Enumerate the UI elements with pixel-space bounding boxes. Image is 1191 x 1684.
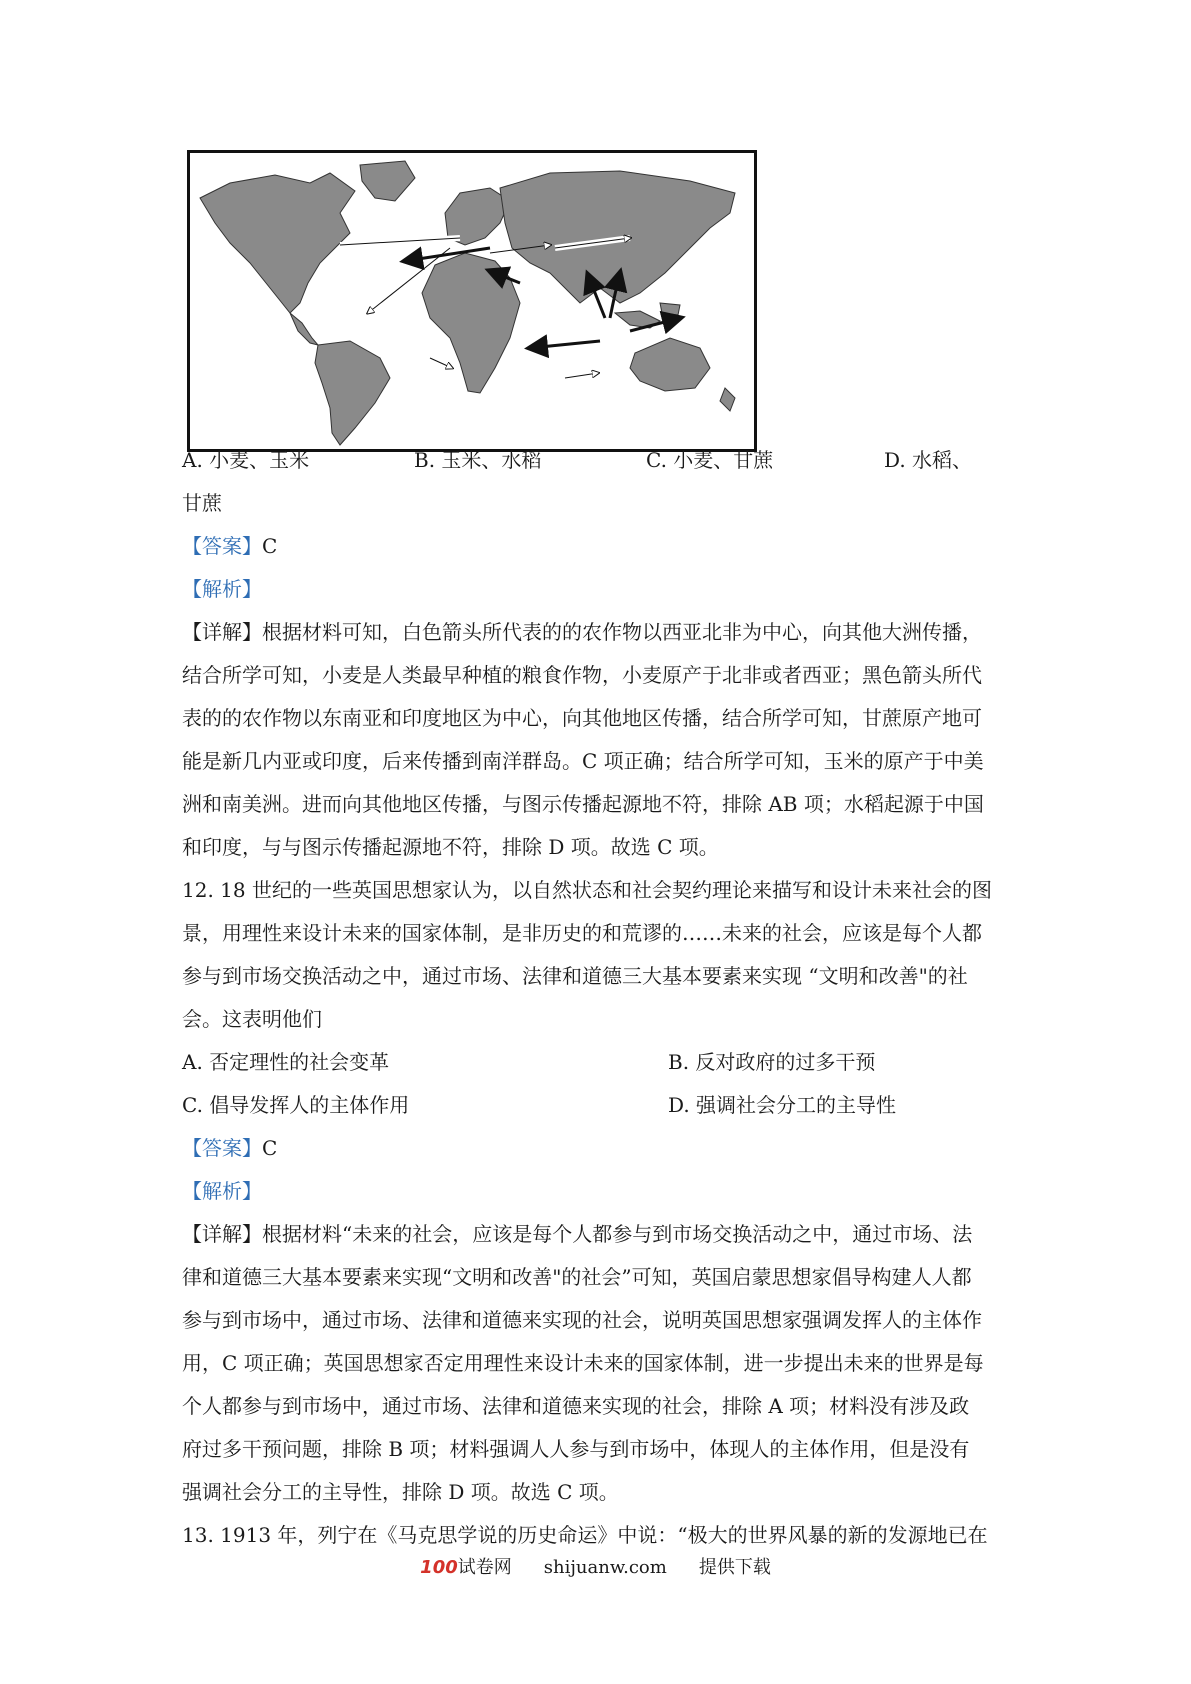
q11-detail-line: 能是新几内亚或印度，后来传播到南洋群岛。C 项正确；结合所学可知，玉米的原产于中美 [182,749,984,773]
q11-option-a: A. 小麦、玉米 [182,448,310,472]
q11-detail-line: 结合所学可知，小麦是人类最早种植的粮食作物，小麦原产于北非或者西亚；黑色箭头所代 [182,663,982,687]
q12-detail-line: 强调社会分工的主导性，排除 D 项。故选 C 项。 [182,1480,619,1504]
q12-answer-line [182,1127,277,1170]
q12-option-a: A. 否定理性的社会变革 [182,1050,390,1074]
site-name: 试卷网 [457,1557,512,1578]
answer-tag: 【答案】 [182,1136,262,1160]
q12-option-b: B. 反对政府的过多干预 [668,1050,876,1074]
q12-stem-line: 会。这表明他们 [182,1007,322,1031]
answer-tag: 【答案】 [182,534,262,558]
download-text: 提供下载 [698,1557,771,1578]
q12-stem-line: 12. 18 世纪的一些英国思想家认为，以自然状态和社会契约理论来描写和设计未来社会的图 [182,878,992,902]
q12-answer-value: C [262,1136,278,1160]
q12-detail-line: 参与到市场中，通过市场、法律和道德来实现的社会，说明英国思想家强调发挥人的主体作 [182,1308,982,1332]
q12-detail-line: 律和道德三大基本要素来实现“文明和改善"的社会”可知，英国启蒙思想家倡导构建人人都 [182,1265,972,1289]
q11-option-b: B. 玉米、水稻 [414,448,542,472]
q12-option-d: D. 强调社会分工的主导性 [668,1093,897,1117]
q12-stem-line: 参与到市场交换活动之中，通过市场、法律和道德三大基本要素来实现 “文明和改善"的社 [182,964,968,988]
q11-detail-line: 洲和南美洲。进而向其他地区传播，与图示传播起源地不符，排除 AB 项；水稻起源于中国 [182,792,984,816]
q12-option-c: C. 倡导发挥人的主体作用 [182,1093,410,1117]
q11-detail-line: 表的的农作物以东南亚和印度地区为中心，向其他地区传播，结合所学可知，甘蔗原产地可 [182,706,982,730]
q11-detail-line: 【详解】根据材料可知，白色箭头所代表的的农作物以西亚北非为中心，向其他大洲传播， [182,620,982,644]
q11-answer-line [182,525,277,568]
page-footer [0,1553,1191,1583]
site-logo: 100 [420,1557,458,1578]
q11-option-d: D. 水稻、 [884,448,973,472]
q11-analysis-tag: 【解析】 [182,577,262,601]
q11-option-c: C. 小麦、甘蔗 [646,448,774,472]
q13-stem-line: 13. 1913 年，列宁在《马克思学说的历史命运》中说：“极大的世界风暴的新的发源地已在 [182,1523,988,1547]
crop-spread-world-map [187,150,757,452]
site-url-link[interactable]: shijuanw.com [543,1557,667,1578]
q12-detail-line: 府过多干预问题，排除 B 项；材料强调人人参与到市场中，体现人的主体作用，但是没有 [182,1437,970,1461]
q12-detail-line: 个人都参与到市场中，通过市场、法律和道德来实现的社会，排除 A 项；材料没有涉及政 [182,1394,970,1418]
q12-analysis-tag: 【解析】 [182,1179,262,1203]
world-map-figure [190,153,754,449]
q12-detail-line: 用，C 项正确；英国思想家否定用理性来设计未来的国家体制，进一步提出未来的世界是每 [182,1351,984,1375]
q11-answer-value: C [262,534,278,558]
q11-detail-line: 和印度，与与图示传播起源地不符，排除 D 项。故选 C 项。 [182,835,719,859]
q11-option-d-wrap: 甘蔗 [182,491,222,515]
q12-detail-line: 【详解】根据材料“未来的社会，应该是每个人都参与到市场交换活动之中，通过市场、法 [182,1222,973,1246]
q12-stem-line: 景，用理性来设计未来的国家体制，是非历史的和荒谬的……未来的社会，应该是每个人都 [182,921,982,945]
